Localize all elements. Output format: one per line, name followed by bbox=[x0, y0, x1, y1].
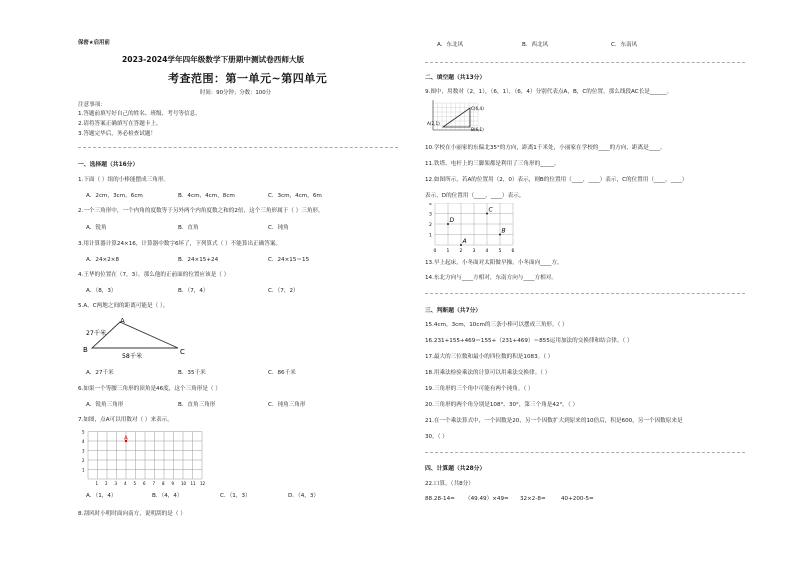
q12-grid bbox=[429, 203, 515, 254]
q1-option-b[interactable]: B．4cm，4cm，8cm bbox=[178, 193, 235, 199]
point-b-label: B bbox=[501, 227, 506, 235]
y-tick-label: 1 bbox=[82, 467, 85, 473]
question-7: 7.如图，点A可以用数对（ ）来表示。 bbox=[78, 417, 173, 423]
question-14: 14.东北方向与____方相对，东南方向与____方相对。 bbox=[425, 275, 557, 281]
q7-option-d[interactable]: D．（4，3） bbox=[288, 493, 320, 499]
judge-item-15: 15.4cm，3cm，10cm的三条小棒可以摆成三角形。（ ） bbox=[425, 322, 568, 328]
q3-option-a[interactable]: A．24×2×8 bbox=[86, 257, 120, 263]
calc-item: 32×2-8= bbox=[520, 496, 546, 502]
x-tick-label: 5 bbox=[498, 249, 502, 254]
judge-item-16: 16.231+155+469＝155+（231+469）＝855运用加法的交换律和结合律。（ ） bbox=[425, 338, 633, 344]
y-tick-label: 2 bbox=[429, 223, 432, 228]
vertex-a-label: A bbox=[120, 317, 125, 325]
section1-heading: 一、选择题（共16分） bbox=[78, 162, 139, 168]
exam-scope: 考查范围：第一单元~第四单元 bbox=[168, 72, 328, 85]
judge-item-20: 20.三角形的两个角分别是108°、30°，第三个角是42°。（ ） bbox=[425, 402, 579, 408]
x-tick-label: 10 bbox=[181, 481, 187, 486]
q8-option-a[interactable]: A．东北风 bbox=[437, 42, 464, 48]
x-tick-label: 4 bbox=[124, 481, 127, 486]
q7-option-a[interactable]: A．（1，4） bbox=[86, 493, 117, 499]
x-tick-label: 9 bbox=[171, 481, 175, 486]
judge-item-18: 18.用乘法检验乘法的计算可以用乘法交换律。（ ） bbox=[425, 370, 551, 376]
point-c-label: C(6,4) bbox=[471, 106, 484, 111]
time-score: 时间：90分钟；分数：100分 bbox=[200, 90, 272, 96]
exam-title: 2023-2024学年四年级数学下册期中测试卷西师大版 bbox=[122, 55, 305, 64]
ab-length-label: 27千米 bbox=[86, 330, 107, 337]
x-tick-label: 6 bbox=[511, 249, 515, 254]
question-13: 13.早上起床，小冬面对太阳做早操，小冬面向____方。 bbox=[425, 260, 563, 266]
q1-option-c[interactable]: C．3cm，4cm，6m bbox=[268, 193, 322, 199]
divider bbox=[78, 147, 398, 148]
calc-item: （49.49）×49= bbox=[465, 496, 509, 502]
y-tick-label: 3 bbox=[82, 448, 85, 454]
secret-label: 保密★启用前 bbox=[78, 40, 110, 46]
y-tick-label: 2 bbox=[82, 458, 85, 463]
judge-item-21-cont: 30。（ ） bbox=[425, 434, 448, 440]
question-9: 9.图中，用数对（2，1），（6，1），（6，4）分别代表点A，B，C的位置，那么线段AC长是______。 bbox=[425, 89, 673, 95]
vertex-b-label: B bbox=[83, 346, 88, 354]
q4-option-c[interactable]: C．（7，2） bbox=[268, 288, 299, 294]
notice-item: 3.答题完毕后，务必检查试题！ bbox=[78, 131, 157, 137]
notice-heading: 注意事项： bbox=[78, 102, 106, 108]
x-tick-label: 2 bbox=[459, 249, 463, 254]
question-5: 5.A、C两地之间的距离可能是（ ）。 bbox=[78, 303, 169, 309]
question-10: 10.学校在小丽家的东偏北35°的方向，距离1千米处，小丽家在学校的____的方向，距离是____。 bbox=[425, 145, 666, 151]
x-tick-label: 8 bbox=[162, 481, 165, 486]
x-tick-label: 0 bbox=[433, 249, 437, 254]
question-3: 3.用计算器计算24×16，计算器中数字6坏了，下列算式（ ）不能算出正确答案。 bbox=[78, 241, 282, 247]
point-d-label: D bbox=[449, 217, 455, 224]
divider bbox=[425, 293, 745, 294]
q6-option-a[interactable]: A．锐角三角形 bbox=[86, 402, 124, 408]
question-2: 2.一个三角形中，一个内角的度数等于另外两个内角度数之和的2倍，这个三角形属于（ ）三角形。 bbox=[78, 208, 324, 214]
point-a-label: A bbox=[462, 238, 467, 245]
q5-option-b[interactable]: B．35千米 bbox=[178, 370, 206, 376]
x-tick-label: 1 bbox=[446, 249, 450, 254]
right-column bbox=[425, 0, 745, 562]
q1-option-a[interactable]: A．2cm，3cm，6cm bbox=[86, 193, 143, 199]
triangle-figure bbox=[82, 316, 192, 362]
point-c-label: C bbox=[488, 206, 493, 214]
q8-option-c[interactable]: C．东南风 bbox=[611, 42, 638, 48]
question-12-cont: 表示，D的位置用（____，____）表示。 bbox=[425, 193, 525, 199]
divider bbox=[425, 62, 745, 63]
point-a-label: A bbox=[124, 435, 128, 442]
y-tick-label: 3 bbox=[429, 212, 432, 218]
point-a-label: A(2,1) bbox=[427, 121, 440, 126]
x-tick-label: 7 bbox=[152, 481, 156, 486]
q8-option-b[interactable]: B．西北风 bbox=[522, 42, 549, 48]
judge-item-17: 17.最大的三位数和最小的四位数的积是1083。（ ） bbox=[425, 354, 554, 360]
q4-option-b[interactable]: B．（7，4） bbox=[178, 288, 209, 294]
notice-item: 1.答题前填写好自己的姓名、班级、考号等信息。 bbox=[78, 111, 201, 117]
x-tick-label: 1 bbox=[95, 481, 99, 486]
q7-grid bbox=[82, 430, 206, 487]
section4-heading: 四、计算题（共28分） bbox=[425, 466, 486, 472]
question-6: 6.如果一个等腰三角形的顶角是46度，这个三角形是（ ） bbox=[78, 386, 221, 392]
vertex-c-label: C bbox=[180, 348, 185, 356]
q9-coordinate-figure bbox=[425, 100, 487, 138]
q2-option-c[interactable]: C．钝角 bbox=[268, 225, 289, 231]
y-tick-label: 1 bbox=[429, 233, 432, 239]
x-tick-label: 5 bbox=[133, 481, 137, 486]
calc-item: 88.28-14= bbox=[425, 496, 455, 502]
q2-option-a[interactable]: A．锐角 bbox=[86, 225, 107, 231]
q6-option-b[interactable]: B．直角三角形 bbox=[178, 402, 216, 408]
question-12: 12.如图所示，若A的位置用（2，0）表示，则B的位置用（____，____）表示，C的位置用（____，____） bbox=[425, 177, 688, 183]
y-tick-label: 5 bbox=[82, 429, 85, 435]
divider bbox=[425, 452, 745, 453]
q5-option-a[interactable]: A．27千米 bbox=[86, 370, 114, 376]
q9-grid bbox=[433, 100, 481, 130]
y-tick-label: 4 bbox=[429, 203, 432, 207]
judge-item-19: 19.三角形的三个角中可能有两个钝角。（ ） bbox=[425, 386, 534, 392]
x-tick-label: 2 bbox=[105, 481, 108, 486]
question-8: 8.刮风时小明时面向南方，说明刮的是（ ） bbox=[78, 511, 186, 517]
y-tick-label: 4 bbox=[82, 439, 85, 444]
x-tick-label: 3 bbox=[114, 481, 118, 486]
section3-heading: 三、判断题（共7分） bbox=[425, 308, 482, 314]
q2-option-b[interactable]: B．直角 bbox=[178, 225, 199, 231]
judge-item-21: 21.在一个乘法算式中，一个因数是20，另一个因数扩大到原来的10倍后，积是600，另一个因数原来是 bbox=[425, 418, 683, 424]
left-column bbox=[78, 0, 398, 562]
x-tick-label: 11 bbox=[190, 481, 196, 486]
question-1: 1.下面（ ）组的小棒能摆成三角形。 bbox=[78, 177, 170, 183]
x-tick-label: 3 bbox=[472, 249, 476, 254]
q3-option-b[interactable]: B．24×15+24 bbox=[178, 257, 219, 263]
section2-heading: 二、填空题（共13分） bbox=[425, 75, 486, 81]
q7-option-b[interactable]: B．（4，4） bbox=[152, 493, 183, 499]
calc-item: 40+200-5= bbox=[561, 496, 594, 502]
q7-option-c[interactable]: C．（1，3） bbox=[220, 493, 251, 499]
x-tick-label: 4 bbox=[485, 249, 489, 254]
question-22: 22.口算。（共8分） bbox=[425, 481, 474, 487]
question-4: 4.王华的位置在（7，3），那么他的正前面的位置应该是（ ） bbox=[78, 272, 230, 278]
question-11: 11.铁塔、电杆上的三脚架都是利用了三角形的_____。 bbox=[425, 161, 560, 167]
x-tick-label: 12 bbox=[200, 481, 206, 486]
q7-grid-figure bbox=[78, 426, 258, 486]
point-b-label: B(6,1) bbox=[471, 127, 484, 132]
triangle-abc bbox=[443, 108, 470, 127]
notice-item: 2.请将答案正确填写在答题卡上。 bbox=[78, 121, 162, 127]
q6-option-c[interactable]: C．钝角三角形 bbox=[268, 402, 306, 408]
x-tick-label: 6 bbox=[143, 481, 146, 486]
q12-grid-figure bbox=[425, 203, 535, 255]
bc-length-label: 58千米 bbox=[122, 353, 143, 360]
q3-option-c[interactable]: C．24×15＝15 bbox=[268, 257, 310, 263]
q5-option-c[interactable]: C．86千米 bbox=[268, 370, 296, 376]
q4-option-a[interactable]: A．（8，3） bbox=[86, 288, 117, 294]
